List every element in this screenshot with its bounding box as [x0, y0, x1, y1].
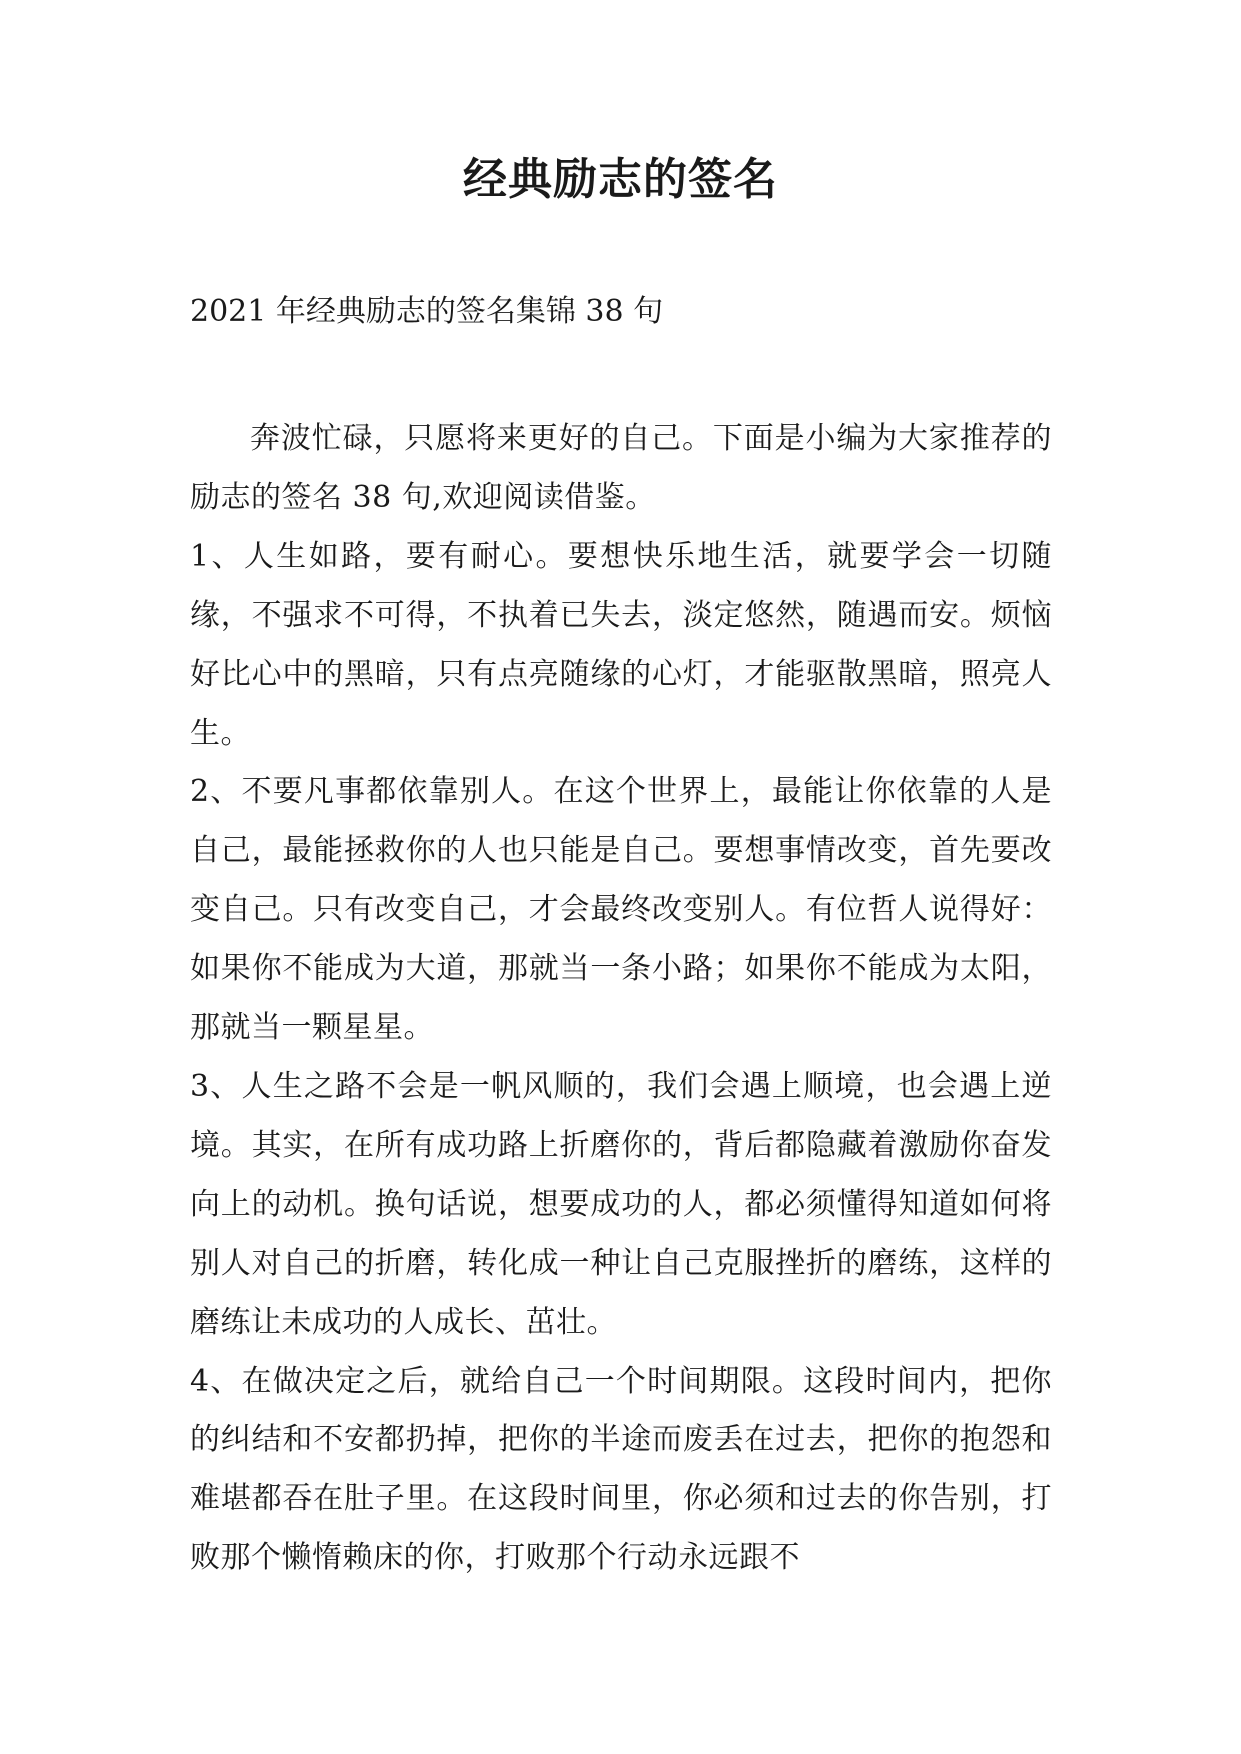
document-subtitle: 2021 年经典励志的签名集锦 38 句	[190, 294, 664, 329]
list-item: 2、不要凡事都依靠别人。在这个世界上，最能让你依靠的人是自己，最能拯救你的人也只能是自己。要想事情改变，首先要改变自己。只有改变自己，才会最终改变别人。有位哲人说得好：如果你不能成为大道，那就当一条小路；如果你不能成为太阳，那就当一颗星星。	[190, 774, 1052, 1046]
list-item: 1、人生如路，要有耐心。要想快乐地生活，就要学会一切随缘，不强求不可得，不执着已失去，淡定悠然，随遇而安。烦恼好比心中的黑暗，只有点亮随缘的心灯，才能驱散黑暗，照亮人生。	[190, 538, 1052, 751]
list-item: 3、人生之路不会是一帆风顺的，我们会遇上顺境，也会遇上逆境。其实，在所有成功路上折磨你的，背后都隐藏着激励你奋发向上的动机。换句话说，想要成功的人，都必须懂得知道如何将别人对自己的折磨，转化成一种让自己克服挫折的磨练，这样的磨练让未成功的人成长、茁壮。	[190, 1068, 1052, 1340]
document-body	[190, 410, 1052, 1588]
intro-paragraph: 奔波忙碌，只愿将来更好的自己。下面是小编为大家推荐的励志的签名 38 句,欢迎阅读借鉴。	[190, 421, 1052, 515]
document-title: 经典励志的签名	[463, 154, 778, 205]
list-item: 4、在做决定之后，就给自己一个时间期限。这段时间内，把你的纠结和不安都扔掉，把你的半途而废丢在过去，把你的抱怨和难堪都吞在肚子里。在这段时间里，你必须和过去的你告别，打败那个懒惰赖床的你，打败那个行动永远跟不	[190, 1363, 1052, 1576]
